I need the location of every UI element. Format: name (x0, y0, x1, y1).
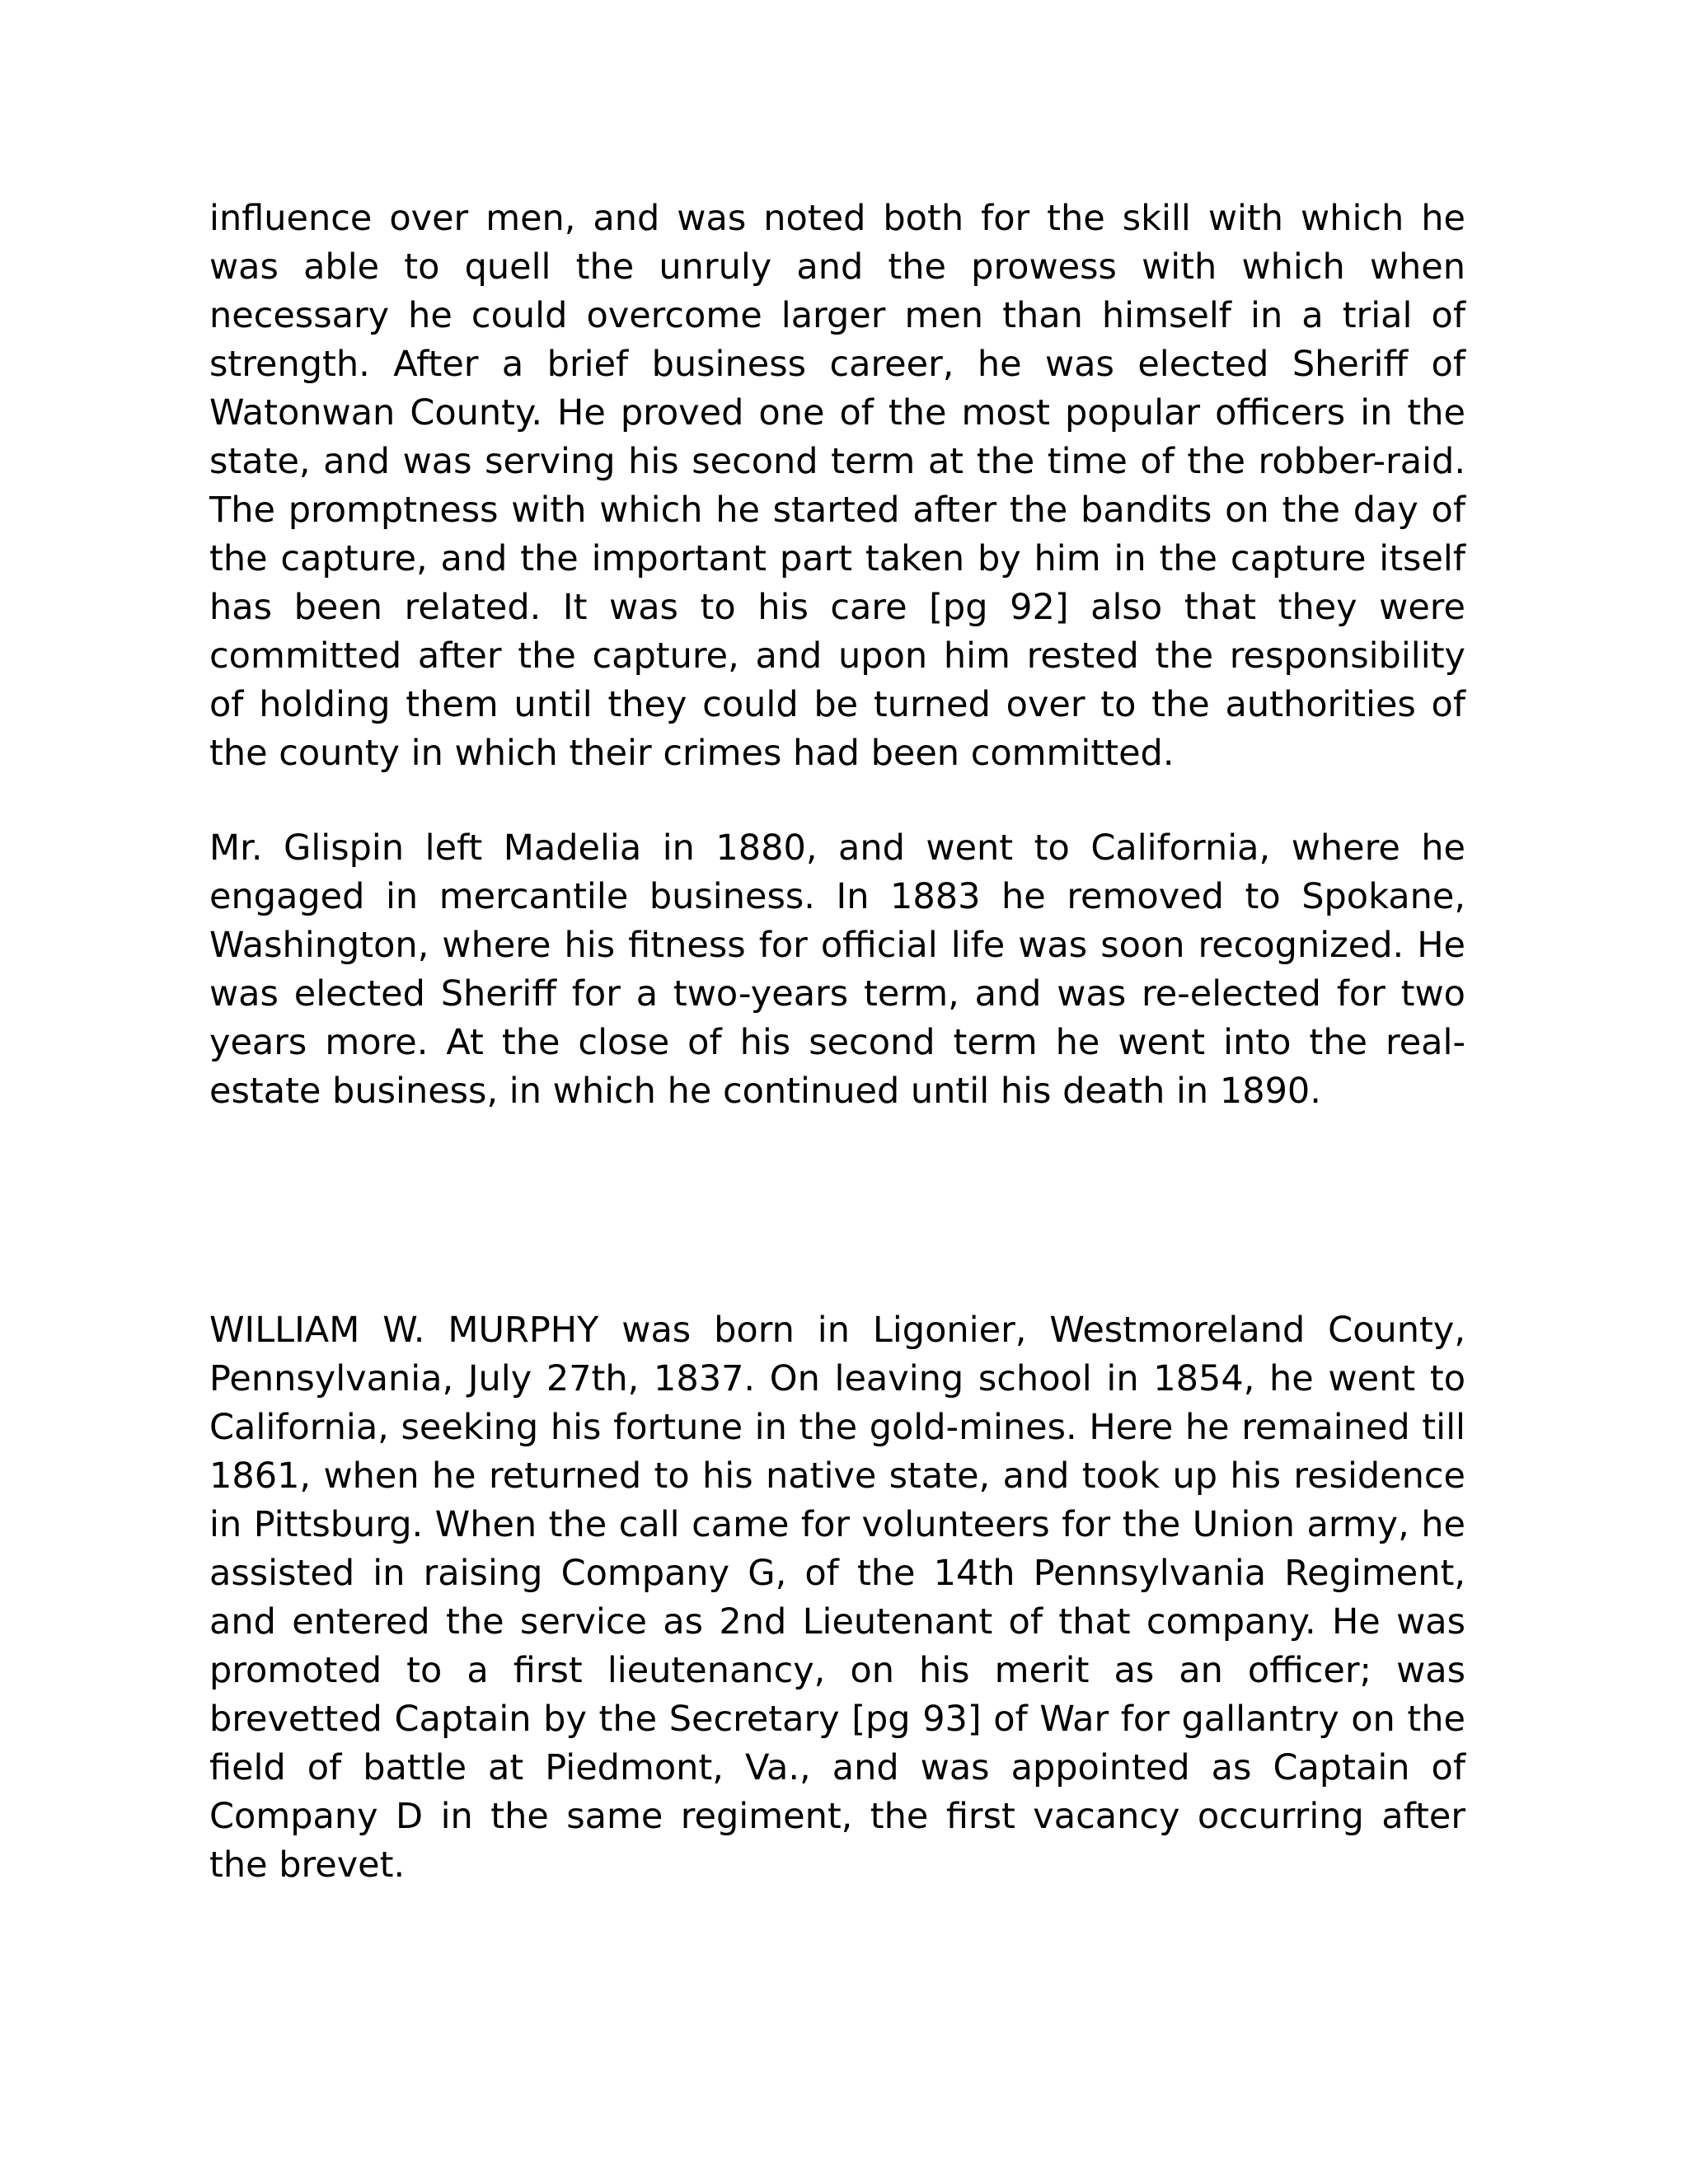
paragraph-glispin-later-life: Mr. Glispin left Madelia in 1880, and went to California, where he engaged in mercantile business. In 1883 he removed to Spokane, Washington, where his fitness for official life was soon recognized. He was elected Sheriff for a two-years term, and was re-elected for two years more. At the close of his second term he went into the real-estate business, in which he continued until his death in 1890. (209, 827, 1465, 1112)
section-spacer (209, 1116, 1465, 1306)
paragraph-spacer (209, 778, 1465, 824)
document-page (209, 194, 1465, 1890)
paragraph-murphy-biography: WILLIAM W. MURPHY was born in Ligonier, Westmoreland County, Pennsylvania, July 27th, 1837. On leaving school in 1854, he went to California, seeking his fortune in the gold-mines. Here he remained till 1861, when he returned to his native state, and took up his residence in Pittsburg. When the call came for volunteers for the Union army, he assisted in raising Company G, of the 14th Pennsylvania Regiment, and entered the service as 2nd Lieutenant of that company. He was promoted to a first lieutenancy, on his merit as an officer; was brevetted Captain by the Secretary [pg 93] of War for gallantry on the field of battle at Piedmont, Va., and was appointed as Captain of Company D in the same regiment, the first vacancy occurring after the brevet. (209, 1310, 1465, 1886)
paragraph-glispin-sheriff: influence over men, and was noted both for the skill with which he was able to quell the unruly and the prowess with which when necessary he could overcome larger men than himself in a trial of strength. After a brief business career, he was elected Sheriff of Watonwan County. He proved one of the most popular officers in the state, and was serving his second term at the time of the robber-raid. The promptness with which he started after the bandits on the day of the capture, and the important part taken by him in the capture itself has been related. It was to his care [pg 92] also that they were committed after the capture, and upon him rested the responsibility of holding them until they could be turned over to the authorities of the county in which their crimes had been committed. (209, 198, 1465, 774)
